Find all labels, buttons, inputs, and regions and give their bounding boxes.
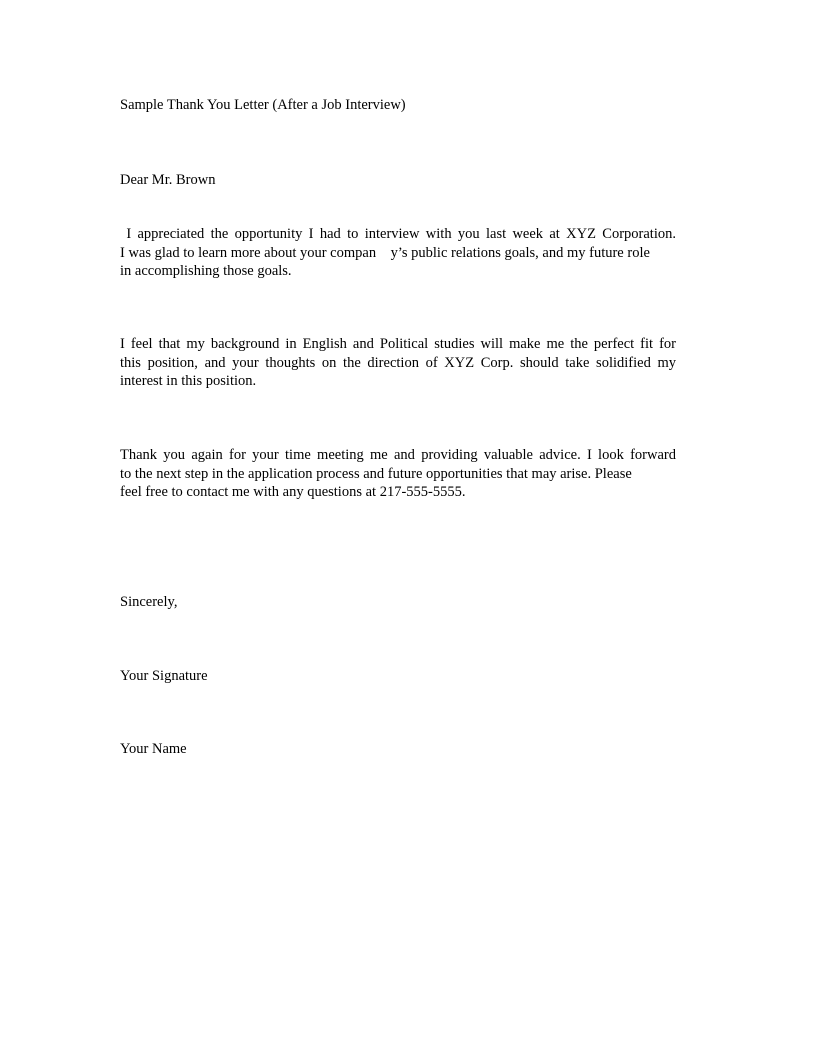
paragraph-2-line-2: this position, and your thoughts on the direction of XYZ Corp. should take solidified my — [120, 354, 676, 371]
signature: Your Signature — [120, 668, 208, 684]
paragraph-1-line-2: I was glad to learn more about your compan y’s public relations goals, and my future role — [120, 244, 650, 261]
letter-title: Sample Thank You Letter (After a Job Interview) — [120, 97, 406, 113]
paragraph-3-line-1: Thank you again for your time meeting me and providing valuable advice. I look forward — [120, 447, 676, 463]
paragraph-3-line-2: to the next step in the application process and future opportunities that may arise. Please — [120, 465, 632, 482]
paragraph-3 — [120, 446, 676, 502]
paragraph-1-line-1: I appreciated the opportunity I had to interview with you last week at XYZ Corporation. — [120, 226, 676, 242]
paragraph-1 — [120, 225, 676, 281]
closing: Sincerely, — [120, 594, 178, 610]
paragraph-2-line-1: I feel that my background in English and Political studies will make me the perfect fit for — [120, 336, 676, 352]
salutation: Dear Mr. Brown — [120, 172, 216, 188]
paragraph-1-line-3: in accomplishing those goals. — [120, 263, 292, 279]
paragraph-3-line-3: feel free to contact me with any questions at 217-555-5555. — [120, 484, 466, 500]
paragraph-2 — [120, 335, 676, 391]
sender-name: Your Name — [120, 741, 187, 757]
paragraph-2-line-3: interest in this position. — [120, 373, 257, 389]
